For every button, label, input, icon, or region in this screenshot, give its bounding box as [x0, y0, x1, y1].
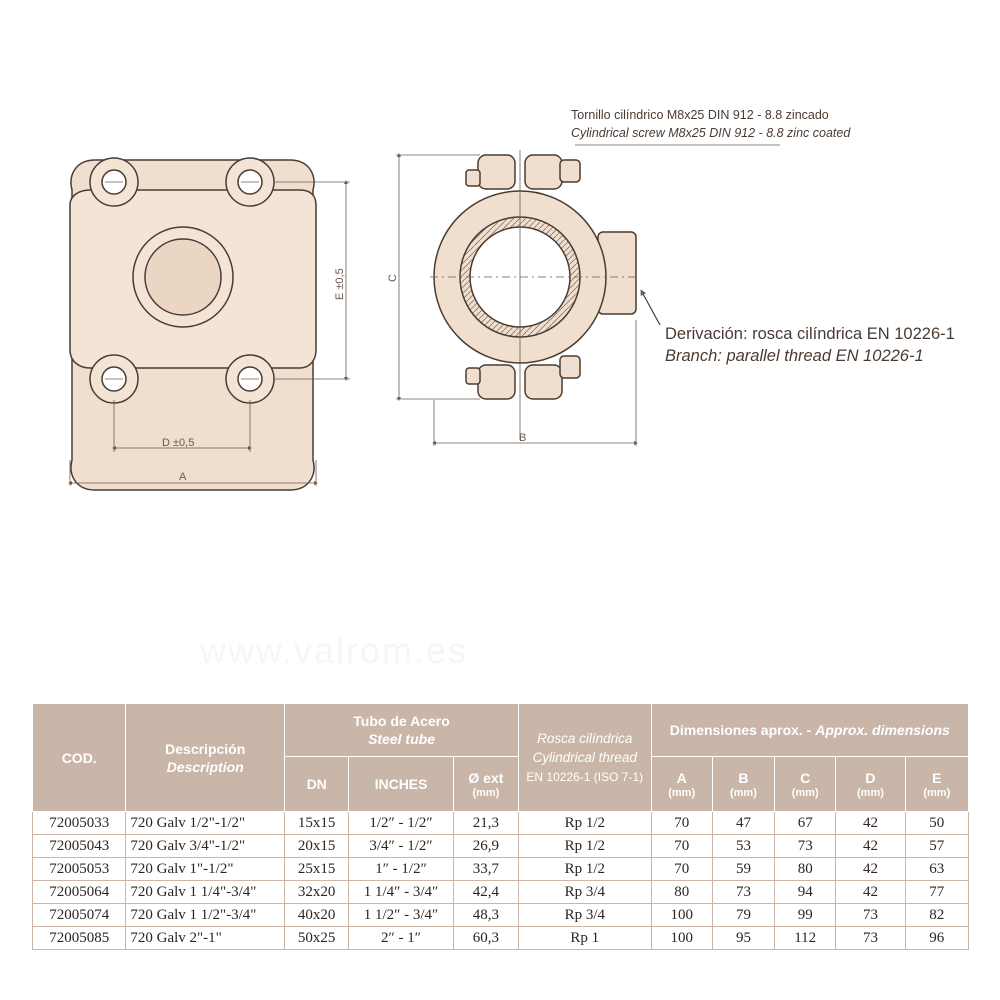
- header-thread: [519, 704, 652, 812]
- cell-d: 73: [836, 927, 905, 950]
- branch-callout-es: Derivación: rosca cilíndrica EN 10226-1: [665, 325, 955, 343]
- cell-e: 96: [905, 927, 968, 950]
- header-cod: COD.: [33, 704, 126, 812]
- cell-cod: 72005085: [33, 927, 126, 950]
- branch-callout: [665, 323, 955, 367]
- table-row: [33, 881, 969, 904]
- header-c-unit: (mm): [791, 787, 819, 799]
- header-dimensions-es: Dimensiones aprox. -: [669, 722, 812, 738]
- cell-dn: 50x25: [285, 927, 349, 950]
- dimension-a-label: A: [179, 471, 187, 483]
- header-d-unit: (mm): [857, 787, 884, 799]
- screw-callout-es: Tornillo cilíndrico M8x25 DIN 912 - 8.8 zincado: [571, 108, 829, 122]
- cell-a: 70: [651, 812, 712, 835]
- cell-a: 70: [651, 835, 712, 858]
- header-c-label: C: [800, 770, 811, 786]
- cell-inches: 1 1/4″ - 3/4″: [349, 881, 453, 904]
- cell-description: 720 Galv 1 1/4"-3/4": [126, 881, 285, 904]
- cell-a: 70: [651, 858, 712, 881]
- cell-inches: 1 1/2″ - 3/4″: [349, 904, 453, 927]
- header-description-es: Descripción: [165, 740, 246, 757]
- cell-inches: 3/4″ - 1/2″: [349, 835, 453, 858]
- header-b-unit: (mm): [729, 787, 757, 799]
- cell-thread: Rp 1/2: [519, 858, 652, 881]
- cell-thread: Rp 1/2: [519, 812, 652, 835]
- header-b-label: B: [738, 770, 749, 786]
- cell-b: 79: [712, 904, 774, 927]
- cell-b: 53: [712, 835, 774, 858]
- cell-dext: 48,3: [453, 904, 518, 927]
- cell-b: 47: [712, 812, 774, 835]
- cell-description: 720 Galv 3/4"-1/2": [126, 835, 285, 858]
- header-thread-standard: EN 10226-1 (ISO 7-1): [526, 769, 644, 784]
- cell-b: 73: [712, 881, 774, 904]
- cell-d: 42: [836, 858, 905, 881]
- cell-c: 67: [775, 812, 836, 835]
- cell-e: 63: [905, 858, 968, 881]
- screw-callout: [571, 106, 850, 142]
- cell-e: 50: [905, 812, 968, 835]
- dimension-c-label: C: [387, 274, 399, 282]
- cell-a: 100: [651, 927, 712, 950]
- cell-cod: 72005074: [33, 904, 126, 927]
- cell-dn: 32x20: [285, 881, 349, 904]
- cell-cod: 72005043: [33, 835, 126, 858]
- cell-thread: Rp 3/4: [519, 881, 652, 904]
- cell-e: 57: [905, 835, 968, 858]
- cell-inches: 1/2″ - 1/2″: [349, 812, 453, 835]
- table-row: [33, 927, 969, 950]
- cell-c: 112: [775, 927, 836, 950]
- cell-dext: 21,3: [453, 812, 518, 835]
- cell-inches: 1″ - 1/2″: [349, 858, 453, 881]
- cell-thread: Rp 1: [519, 927, 652, 950]
- cell-inches: 2″ - 1″: [349, 927, 453, 950]
- cell-a: 80: [651, 881, 712, 904]
- header-e-label: E: [932, 770, 942, 786]
- header-steel-tube-es: Tubo de Acero: [353, 713, 450, 729]
- cell-a: 100: [651, 904, 712, 927]
- header-d-label: D: [865, 770, 876, 786]
- header-thread-es: Rosca cilíndrica: [537, 730, 633, 746]
- cell-dext: 42,4: [453, 881, 518, 904]
- header-dext-label: Ø ext: [468, 770, 504, 786]
- table-row: [33, 812, 969, 835]
- header-steel-tube: [285, 704, 519, 757]
- cell-dn: 15x15: [285, 812, 349, 835]
- cell-thread: Rp 1/2: [519, 835, 652, 858]
- cell-c: 94: [775, 881, 836, 904]
- dimension-d-label: D ±0,5: [162, 437, 195, 449]
- header-c: [775, 757, 836, 812]
- cell-thread: Rp 3/4: [519, 904, 652, 927]
- header-e: [905, 757, 968, 812]
- table-row: [33, 858, 969, 881]
- header-thread-en: Cylindrical thread: [532, 749, 637, 765]
- cell-description: 720 Galv 1/2"-1/2": [126, 812, 285, 835]
- watermark: [200, 630, 468, 672]
- cell-c: 80: [775, 858, 836, 881]
- cell-d: 73: [836, 904, 905, 927]
- header-dn: DN: [285, 757, 349, 812]
- cell-d: 42: [836, 812, 905, 835]
- cell-d: 42: [836, 881, 905, 904]
- table-row: [33, 904, 969, 927]
- cell-dn: 25x15: [285, 858, 349, 881]
- cell-description: 720 Galv 1"-1/2": [126, 858, 285, 881]
- dimension-b-label: B: [519, 432, 527, 444]
- header-dimensions-en: Approx. dimensions: [815, 722, 950, 738]
- cell-cod: 72005053: [33, 858, 126, 881]
- cell-e: 77: [905, 881, 968, 904]
- cell-c: 73: [775, 835, 836, 858]
- product-table: [32, 703, 969, 950]
- cell-dext: 33,7: [453, 858, 518, 881]
- header-steel-tube-en: Steel tube: [368, 731, 435, 747]
- header-description-en: Description: [166, 758, 244, 775]
- header-a-label: A: [676, 770, 687, 786]
- branch-callout-en: Branch: parallel thread EN 10226-1: [665, 347, 924, 365]
- cell-dext: 60,3: [453, 927, 518, 950]
- cell-b: 59: [712, 858, 774, 881]
- cell-b: 95: [712, 927, 774, 950]
- cell-d: 42: [836, 835, 905, 858]
- cell-dn: 20x15: [285, 835, 349, 858]
- header-dext-unit: (mm): [472, 787, 500, 799]
- front-view-body: [70, 158, 316, 403]
- dimension-e-label: E ±0,5: [334, 268, 346, 300]
- header-b: [712, 757, 774, 812]
- cell-dext: 26,9: [453, 835, 518, 858]
- cell-description: 720 Galv 2"-1": [126, 927, 285, 950]
- cell-cod: 72005033: [33, 812, 126, 835]
- header-a-unit: (mm): [668, 787, 696, 799]
- screw-callout-en: Cylindrical screw M8x25 DIN 912 - 8.8 zinc coated: [571, 126, 851, 140]
- cell-cod: 72005064: [33, 881, 126, 904]
- cell-c: 99: [775, 904, 836, 927]
- header-dext: [453, 757, 518, 812]
- header-e-unit: (mm): [923, 787, 951, 799]
- header-d: [836, 757, 905, 812]
- header-inches: INCHES: [349, 757, 453, 812]
- header-dimensions: [651, 704, 968, 757]
- cell-description: 720 Galv 1 1/2"-3/4": [126, 904, 285, 927]
- header-description: [126, 704, 285, 812]
- cell-dn: 40x20: [285, 904, 349, 927]
- cell-e: 82: [905, 904, 968, 927]
- header-a: [651, 757, 712, 812]
- table-row: [33, 835, 969, 858]
